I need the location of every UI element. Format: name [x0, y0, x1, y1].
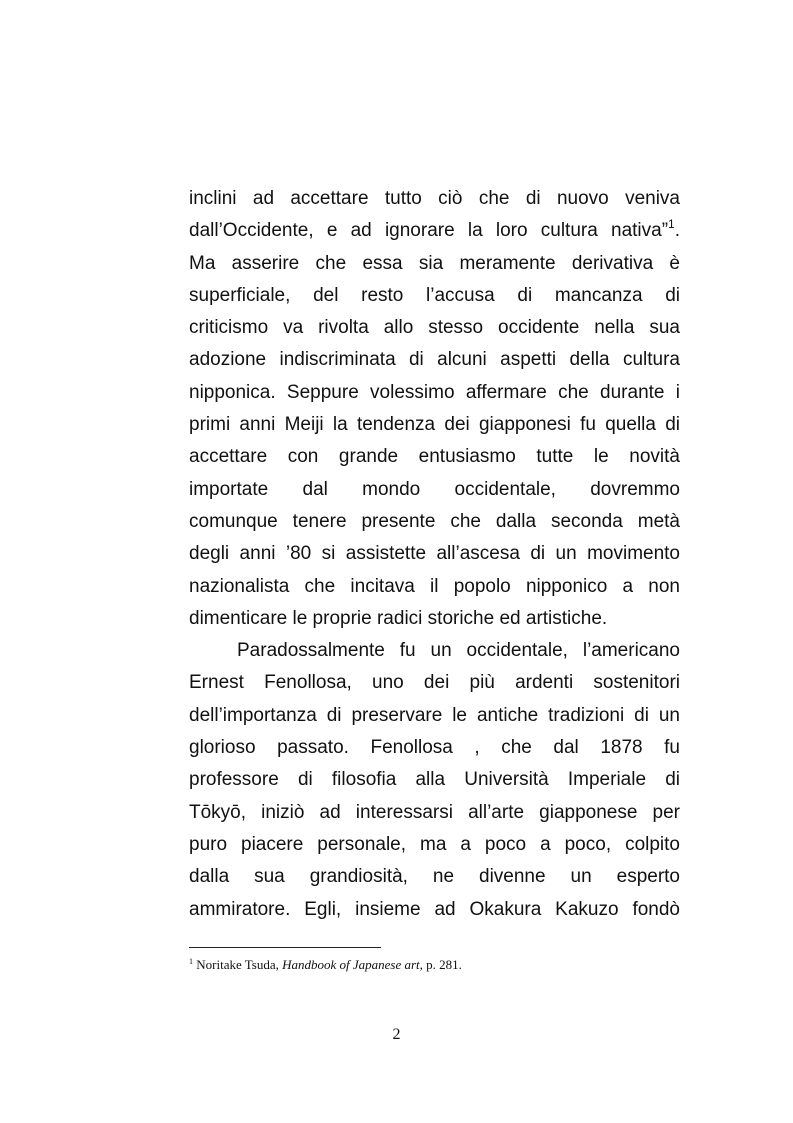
footnote-author: Noritake Tsuda, — [196, 957, 283, 972]
body-text — [189, 183, 680, 926]
text-line: nazionalista che incitava il popolo nipponico a non — [189, 575, 680, 597]
text-line: dalla sua grandiosità, ne divenne un esperto — [189, 866, 680, 888]
text-line: degli anni ’80 si assistette all’ascesa di un movimento — [189, 543, 680, 565]
footnote-number: 1 — [189, 957, 193, 966]
text-line: Ernest Fenollosa, uno dei più ardenti sostenitori — [189, 672, 680, 694]
footnote-separator — [189, 947, 381, 948]
text-line: puro piacere personale, ma a poco a poco, colpito — [189, 833, 680, 855]
text-line: adozione indiscriminata di alcuni aspetti della cultura — [189, 349, 680, 371]
text-line: accettare con grande entusiasmo tutte le novità — [189, 446, 680, 468]
text-line-with-footnote — [189, 215, 680, 247]
paragraph-1 — [189, 183, 680, 635]
text-line: nipponica. Seppure volessimo affermare che durante i — [189, 381, 680, 403]
text-line: Tōkyō, iniziò ad interessarsi all’arte giapponese per — [189, 801, 680, 823]
text-line: comunque tenere presente che dalla seconda metà — [189, 510, 680, 532]
text-line: Paradossalmente fu un occidentale, l’americano — [237, 640, 680, 662]
paragraph-2 — [189, 635, 680, 926]
text-line: ammiratore. Egli, insieme ad Okakura Kakuzo fondò — [189, 898, 680, 920]
text-line: dell’importanza di preservare le antiche tradizioni di un — [189, 704, 680, 726]
text-line: importate dal mondo occidentale, dovremmo — [189, 478, 680, 500]
page-number: 2 — [392, 1026, 401, 1043]
text-line: criticismo va rivolta allo stesso occidente nella sua — [189, 317, 680, 339]
footnote-title: Handbook of Japanese art — [282, 957, 420, 972]
text-line: inclini ad accettare tutto ciò che di nuovo veniva — [189, 188, 680, 209]
text-line-content: dall’Occidente, e ad ignorare la loro cultura nativa” — [189, 220, 669, 242]
text-line: professore di filosofia alla Università Imperiale di — [189, 769, 680, 791]
text-line: dimenticare le proprie radici storiche ed artistiche. — [189, 607, 608, 629]
footnote-reference[interactable]: 1 — [668, 217, 675, 232]
text-line: superficiale, del resto l’accusa di mancanza di — [189, 284, 680, 306]
text-line: Ma asserire che essa sia meramente derivativa è — [189, 252, 680, 274]
footnote — [189, 957, 462, 973]
footnote-reference-punctuation: . — [674, 220, 680, 242]
footnote-rest: , p. 281. — [419, 957, 462, 972]
text-line: glorioso passato. Fenollosa , che dal 1878 fu — [189, 737, 680, 759]
text-line: primi anni Meiji la tendenza dei giapponesi fu quella di — [189, 414, 680, 436]
